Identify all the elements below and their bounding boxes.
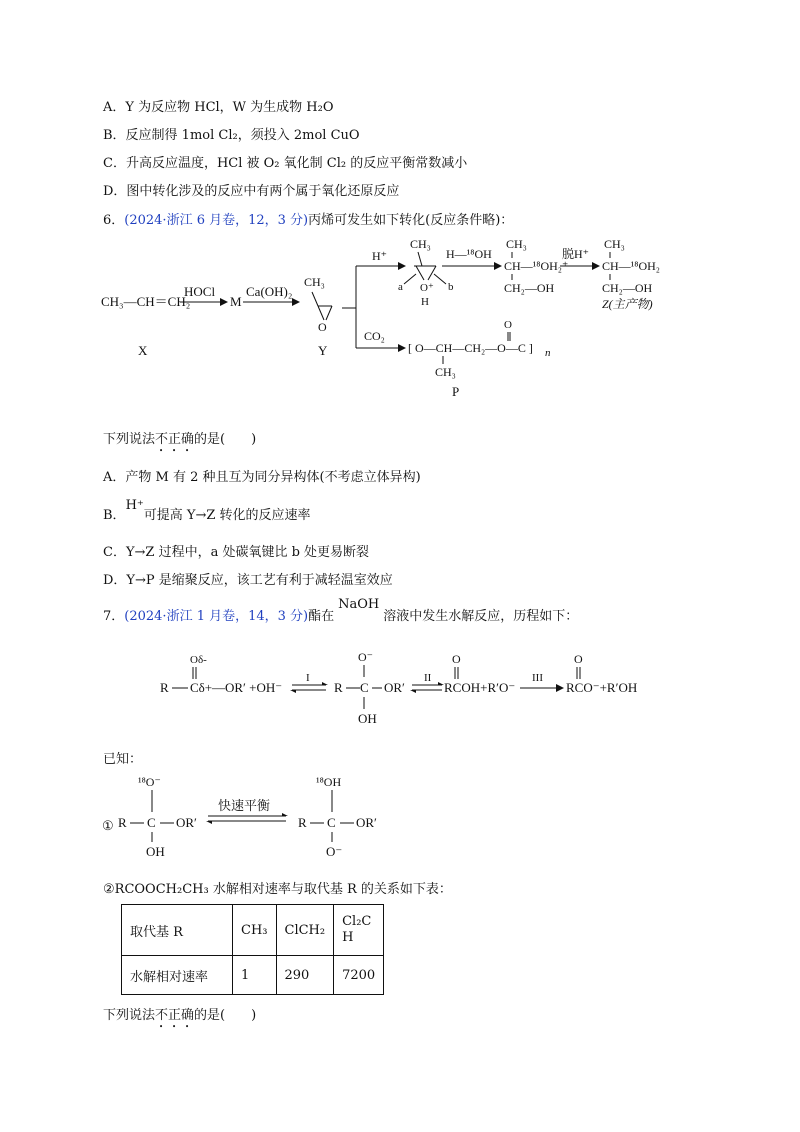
eq1-r: R [118,815,127,830]
q6-question-emphasis: 不正确 [155,432,195,447]
reagent-minus-h: 脱H⁺ [562,247,590,261]
q6-option-b-prefix: B． [103,508,126,523]
q6-reaction-scheme [0,228,800,398]
open-ch3: CH₃ [506,237,527,251]
q7-equilibrium-1 [0,772,800,862]
q6-question [103,428,256,455]
q7-source: (2024·浙江 1 月卷，14，3 分) [124,609,309,624]
z-ch3: CH₃ [604,237,625,251]
reagent-caoh2: Ca(OH)₂ [246,284,293,299]
protonated-ch3: CH₃ [410,237,431,251]
mech-rcooh: RCOH+R′O⁻ [444,680,516,695]
q5-option-c: C．升高反应温度，HCl 被 O₂ 氧化制 Cl₂ 的反应平衡常数减小 [103,156,468,171]
table-cell: 1 [233,956,277,995]
eq1-r2: R [298,815,307,830]
protonated-oxygen: O⁺ [420,282,434,294]
q7-question-suffix: 的是( ) [194,1008,257,1023]
mech-r2: R [334,680,343,695]
y-ch3: CH₃ [304,275,325,289]
mech-step-1: I [306,672,310,684]
mech-r: R [160,680,169,695]
q7-header [103,597,579,624]
eq1-c: C [147,815,156,830]
q7-naoh: NaOH [338,597,380,612]
q6-header [103,209,513,228]
q6-source: (2024·浙江 6 月卷，12，3 分) [124,213,309,228]
y-oxygen: O [318,320,327,334]
q7-known: 已知： [103,752,143,767]
table-cell: 290 [276,956,334,995]
q7-eq2-text: ②RCOOCH₂CH₃ 水解相对速率与取代基 R 的关系如下表： [103,882,452,897]
eq1-o18h: ¹⁸OH [316,775,342,789]
q5-option-d: D．图中转化涉及的反应中有两个属于氧化还原反应 [103,184,400,199]
mech-step-2: II [424,672,432,684]
z-ch2oh: CH₂—OH [602,281,653,295]
q7-stem-post: 溶液中发生水解反应，历程如下： [383,609,579,624]
mech-product: RCO⁻+R′OH [566,680,638,695]
p-ch3: CH₃ [435,365,456,379]
q6-option-b-text: 可提高 Y→Z 转化的反应速率 [143,508,311,523]
label-p: P [452,384,460,398]
q6-stem: 丙烯可发生如下转化(反应条件略)： [308,213,514,228]
table-cell: ClCH₂ [276,905,334,956]
q7-number: 7． [103,609,125,624]
table-row [122,956,384,995]
q6-option-b-hplus: H⁺ [125,498,144,513]
mech-or2: OR′ [384,680,405,695]
rate-table [121,904,384,995]
eq1-or2: OR′ [356,815,377,830]
q7-question [103,1004,256,1031]
mech-c-delta: Cδ+ [190,680,213,695]
p-carbonyl-o: O [504,319,512,331]
q6-question-suffix: 的是( ) [194,432,257,447]
mech-o-top-2: O [574,652,583,666]
label-a: a [398,281,403,293]
eq1-c2: C [327,815,336,830]
eq1-o18-minus: ¹⁸O⁻ [138,775,161,789]
z-label: Z(主产物) [602,297,653,311]
q6-number: 6． [103,213,125,228]
eq1-or: OR′ [176,815,197,830]
open-ch-18oh2: CH—¹⁸OH₂⁺ [504,259,569,273]
mech-c: C [360,680,369,695]
q6-option-b [103,498,311,523]
table-cell: CH₃ [233,905,277,956]
q7-stem-pre: 酯在 [308,609,335,624]
mech-step-3: III [532,672,543,684]
z-ch-18oh2: CH—¹⁸OH₂ [602,259,660,273]
q7-question-emphasis: 不正确 [155,1008,195,1023]
label-y: Y [318,343,328,358]
x-formula: CH₃—CH＝CH₂ [101,294,191,309]
m-label: M [230,294,242,309]
table-cell: 取代基 R [122,905,233,956]
q7-question-prefix: 下列说法 [103,1008,156,1023]
open-ch2oh: CH₂—OH [504,281,555,295]
label-b: b [448,281,454,293]
eq1-o-minus: O⁻ [326,844,343,859]
reagent-h18oh: H—¹⁸OH [446,247,492,261]
eq1-marker: ① [102,818,114,833]
q6-option-a: A．产物 M 有 2 种且互为同分异构体(不考虑立体异构) [103,470,421,485]
label-x: X [138,343,148,358]
table-cell: 7200 [334,956,384,995]
q5-option-b: B．反应制得 1mol Cl₂，须投入 2mol CuO [103,128,360,143]
eq1-oh: OH [146,844,165,859]
table-row [122,905,384,956]
reagent-co2: CO₂ [364,329,385,343]
mech-oh: OH [358,711,377,726]
eq1-arrow-label: 快速平衡 [218,798,271,813]
protonated-h: H [421,296,429,308]
q5-option-a: A．Y 为反应物 HCl，W 为生成物 H₂O [103,100,334,115]
mech-o-minus: O⁻ [358,650,373,664]
reagent-hocl: HOCl [184,284,216,299]
mech-o-top-1: O [452,652,461,666]
mech-or-oh: —OR′ +OH⁻ [212,680,283,695]
q6-option-c: C．Y→Z 过程中，a 处碳氧键比 b 处更易断裂 [103,545,370,560]
q6-question-prefix: 下列说法 [103,432,156,447]
reagent-h-plus: H⁺ [372,249,387,263]
table-cell: Cl₂C H [334,905,384,956]
p-n: n [545,347,551,359]
mech-o-delta: Oδ- [190,654,207,666]
table-cell: 水解相对速率 [122,956,233,995]
p-formula: [ O—CH—CH₂—O—C ] [408,341,533,355]
q6-option-d: D．Y→P 是缩聚反应，该工艺有利于减轻温室效应 [103,573,393,588]
q7-mechanism [0,645,800,735]
